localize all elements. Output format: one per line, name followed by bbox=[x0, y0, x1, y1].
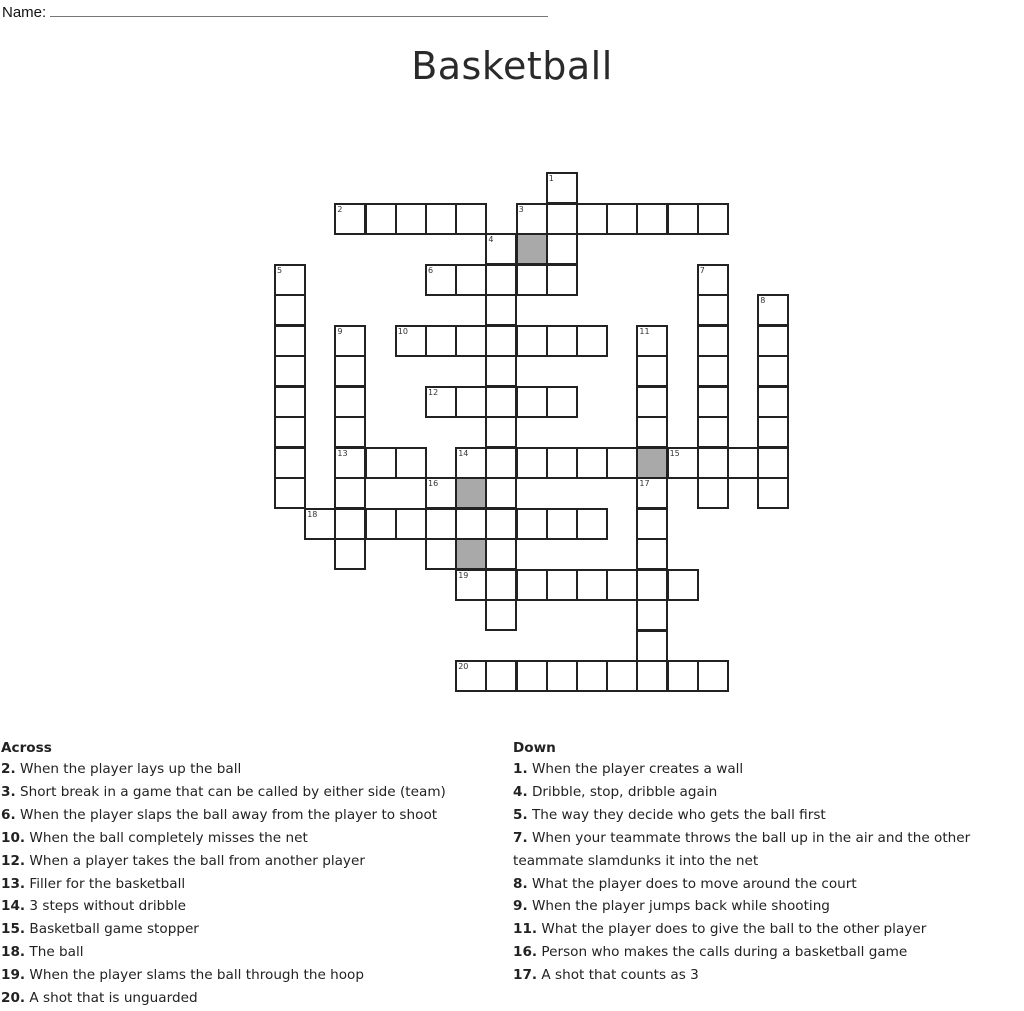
clue-number: 11. bbox=[513, 921, 538, 938]
clue-text: When the player jumps back while shooting bbox=[531, 898, 830, 915]
clue-number: 11 bbox=[639, 326, 650, 336]
across-clues bbox=[1, 738, 491, 1010]
clue-number: 14. bbox=[1, 898, 26, 915]
grid-cell[interactable] bbox=[697, 203, 729, 235]
grid-cell[interactable] bbox=[485, 538, 517, 570]
grid-cell[interactable] bbox=[274, 355, 306, 387]
grid-cell[interactable] bbox=[304, 508, 336, 540]
grid-cell[interactable] bbox=[636, 630, 668, 662]
grid-cell[interactable] bbox=[274, 264, 306, 296]
grid-cell[interactable] bbox=[485, 294, 517, 326]
clue-number: 20. bbox=[1, 990, 26, 1007]
grid-cell[interactable] bbox=[425, 325, 457, 357]
grid-cell[interactable] bbox=[636, 386, 668, 418]
grid-cell[interactable] bbox=[485, 477, 517, 509]
clue-number: 18 bbox=[307, 509, 318, 519]
grid-cell[interactable] bbox=[274, 294, 306, 326]
clue-text: Person who makes the calls during a basketball game bbox=[541, 944, 908, 961]
grid-cell[interactable] bbox=[576, 447, 608, 479]
clue-text: When a player takes the ball from another player bbox=[29, 852, 365, 869]
grid-cell[interactable] bbox=[697, 447, 729, 479]
clue-number: 8 bbox=[760, 296, 766, 305]
grid-cell[interactable] bbox=[636, 355, 668, 387]
grid-cell[interactable] bbox=[757, 386, 789, 418]
grid-cell[interactable] bbox=[697, 294, 729, 326]
clue-text: What the player does to move around the court bbox=[531, 875, 857, 892]
grid-cell[interactable] bbox=[395, 203, 427, 235]
clue-number: 10 bbox=[397, 326, 408, 336]
grid-cell[interactable] bbox=[455, 569, 487, 601]
clue-text: When the player creates a wall bbox=[531, 761, 744, 777]
grid-cell[interactable] bbox=[334, 386, 366, 418]
grid-cell[interactable] bbox=[697, 325, 729, 357]
clue-number: 17 bbox=[639, 479, 650, 488]
down-clues bbox=[513, 738, 1018, 987]
grid-cell[interactable] bbox=[274, 477, 306, 509]
grid-cell[interactable] bbox=[636, 660, 668, 692]
grid-cell[interactable] bbox=[546, 325, 578, 357]
grid-cell[interactable] bbox=[516, 447, 548, 479]
across-clue bbox=[1, 781, 491, 804]
grid-cell[interactable] bbox=[334, 416, 366, 448]
grid-cell[interactable] bbox=[485, 325, 517, 357]
grid-cell[interactable] bbox=[395, 447, 427, 479]
grid-cell[interactable] bbox=[606, 203, 638, 235]
name-field bbox=[2, 3, 548, 21]
grid-cell[interactable] bbox=[576, 203, 608, 235]
grid-cell[interactable] bbox=[636, 416, 668, 448]
grid-cell[interactable] bbox=[697, 477, 729, 509]
clue-number: 7 bbox=[699, 265, 705, 275]
across-clue bbox=[1, 895, 491, 918]
across-clue bbox=[1, 918, 491, 941]
across-clue bbox=[1, 987, 491, 1010]
grid-cell[interactable] bbox=[606, 569, 638, 601]
clue-text: 3 steps without dribble bbox=[29, 898, 187, 915]
grid-cell[interactable] bbox=[485, 264, 517, 296]
across-heading: Across bbox=[1, 740, 52, 756]
down-clue bbox=[513, 804, 1018, 827]
clue-number: 1. bbox=[513, 761, 528, 777]
clue-text: The ball bbox=[29, 944, 84, 961]
grid-cell[interactable] bbox=[395, 325, 427, 357]
across-clue bbox=[1, 964, 491, 987]
grid-cell[interactable] bbox=[757, 416, 789, 448]
clue-number: 14 bbox=[458, 448, 469, 458]
across-clue bbox=[1, 827, 491, 850]
grid-cell[interactable] bbox=[697, 264, 729, 296]
grid-cell[interactable] bbox=[546, 264, 578, 296]
grid-cell[interactable] bbox=[334, 508, 366, 540]
name-blank-line[interactable] bbox=[50, 3, 548, 17]
grid-cell[interactable] bbox=[667, 203, 699, 235]
grid-cell[interactable] bbox=[606, 447, 638, 479]
clue-text: Basketball game stopper bbox=[29, 921, 199, 938]
grid-cell[interactable] bbox=[546, 447, 578, 479]
clue-number: 17. bbox=[513, 967, 538, 984]
grid-cell[interactable] bbox=[546, 233, 578, 265]
grid-cell[interactable] bbox=[636, 477, 668, 509]
grid-cell[interactable] bbox=[365, 447, 397, 479]
down-clue bbox=[513, 758, 1018, 781]
grid-cell[interactable] bbox=[576, 660, 608, 692]
blocked-cell bbox=[455, 538, 487, 570]
grid-cell[interactable] bbox=[425, 203, 457, 235]
grid-cell[interactable] bbox=[485, 416, 517, 448]
grid-cell[interactable] bbox=[516, 508, 548, 540]
clue-number: 8. bbox=[513, 875, 528, 892]
grid-cell[interactable] bbox=[606, 660, 638, 692]
down-clue bbox=[513, 895, 1018, 918]
grid-cell[interactable] bbox=[365, 508, 397, 540]
grid-cell[interactable] bbox=[334, 477, 366, 509]
clue-number: 7. bbox=[513, 829, 528, 846]
grid-cell[interactable] bbox=[485, 660, 517, 692]
grid-cell[interactable] bbox=[757, 325, 789, 357]
clue-number: 19 bbox=[458, 570, 469, 580]
across-clue bbox=[1, 804, 491, 827]
clue-number: 10. bbox=[1, 829, 26, 846]
clue-number: 2. bbox=[1, 761, 16, 777]
across-clue bbox=[1, 758, 491, 781]
grid-cell[interactable] bbox=[455, 264, 487, 296]
grid-cell[interactable] bbox=[546, 569, 578, 601]
grid-cell[interactable] bbox=[425, 538, 457, 570]
grid-cell[interactable] bbox=[576, 569, 608, 601]
grid-cell[interactable] bbox=[546, 660, 578, 692]
grid-cell[interactable] bbox=[697, 416, 729, 448]
clue-text: A shot that is unguarded bbox=[29, 990, 198, 1007]
grid-cell[interactable] bbox=[546, 386, 578, 418]
grid-cell[interactable] bbox=[485, 569, 517, 601]
blocked-cell bbox=[516, 233, 548, 265]
grid-cell[interactable] bbox=[274, 325, 306, 357]
grid-cell[interactable] bbox=[516, 203, 548, 235]
clue-text: The way they decide who gets the ball first bbox=[531, 806, 826, 823]
across-clue bbox=[1, 873, 491, 896]
crossword-grid bbox=[275, 173, 785, 703]
grid-cell[interactable] bbox=[667, 447, 699, 479]
grid-cell[interactable] bbox=[425, 264, 457, 296]
clue-number: 2 bbox=[337, 204, 343, 214]
clue-number: 13 bbox=[337, 448, 348, 458]
clue-number: 4. bbox=[513, 783, 528, 800]
grid-cell[interactable] bbox=[546, 508, 578, 540]
grid-cell[interactable] bbox=[757, 355, 789, 387]
clue-text: When the player lays up the ball bbox=[19, 761, 242, 777]
grid-cell[interactable] bbox=[546, 203, 578, 235]
clue-number: 9 bbox=[337, 326, 343, 336]
clue-text: When the player slams the ball through the hoop bbox=[29, 967, 365, 984]
clue-text: Dribble, stop, dribble again bbox=[531, 783, 718, 800]
grid-cell[interactable] bbox=[455, 203, 487, 235]
grid-cell[interactable] bbox=[274, 386, 306, 418]
clue-number: 20 bbox=[458, 662, 469, 671]
grid-cell[interactable] bbox=[455, 325, 487, 357]
grid-cell[interactable] bbox=[636, 325, 668, 357]
grid-cell[interactable] bbox=[485, 233, 517, 265]
grid-cell[interactable] bbox=[455, 508, 487, 540]
grid-cell[interactable] bbox=[727, 447, 759, 479]
clue-number: 9. bbox=[513, 898, 528, 915]
down-heading: Down bbox=[513, 740, 556, 756]
clue-text: When your teammate throws the ball up in the air and the other teammate slamdunks it into the net bbox=[513, 829, 971, 869]
grid-cell[interactable] bbox=[425, 386, 457, 418]
clue-text: When the ball completely misses the net bbox=[29, 829, 308, 846]
clue-number: 16. bbox=[513, 944, 538, 961]
across-clue bbox=[1, 941, 491, 964]
clue-number: 5 bbox=[277, 265, 283, 275]
grid-cell[interactable] bbox=[485, 508, 517, 540]
grid-cell[interactable] bbox=[274, 447, 306, 479]
clue-number: 15. bbox=[1, 921, 26, 938]
grid-cell[interactable] bbox=[636, 569, 668, 601]
grid-cell[interactable] bbox=[757, 294, 789, 326]
grid-cell[interactable] bbox=[576, 325, 608, 357]
clue-text: Short break in a game that can be called by either side (team) bbox=[19, 783, 446, 800]
grid-cell[interactable] bbox=[667, 569, 699, 601]
grid-cell[interactable] bbox=[485, 599, 517, 631]
grid-cell[interactable] bbox=[516, 386, 548, 418]
grid-cell[interactable] bbox=[636, 508, 668, 540]
grid-cell[interactable] bbox=[334, 538, 366, 570]
grid-cell[interactable] bbox=[334, 325, 366, 357]
clue-number: 3 bbox=[518, 204, 524, 214]
grid-cell[interactable] bbox=[334, 355, 366, 387]
grid-cell[interactable] bbox=[425, 477, 457, 509]
grid-cell[interactable] bbox=[667, 660, 699, 692]
clue-text: Filler for the basketball bbox=[29, 875, 186, 892]
grid-cell[interactable] bbox=[516, 660, 548, 692]
grid-cell[interactable] bbox=[576, 508, 608, 540]
grid-cell[interactable] bbox=[455, 386, 487, 418]
down-clue bbox=[513, 873, 1018, 896]
grid-cell[interactable] bbox=[516, 569, 548, 601]
blocked-cell bbox=[636, 447, 668, 479]
down-clue bbox=[513, 964, 1018, 987]
grid-cell[interactable] bbox=[425, 508, 457, 540]
clue-text: When the player slaps the ball away from the player to shoot bbox=[19, 806, 438, 823]
clue-number: 12. bbox=[1, 852, 26, 869]
grid-cell[interactable] bbox=[757, 477, 789, 509]
clue-number: 6. bbox=[1, 806, 16, 823]
clue-number: 4 bbox=[488, 235, 494, 244]
clue-text: What the player does to give the ball to the other player bbox=[541, 921, 927, 938]
clue-number: 16 bbox=[428, 479, 439, 488]
clue-number: 18. bbox=[1, 944, 26, 961]
grid-cell[interactable] bbox=[697, 386, 729, 418]
grid-cell[interactable] bbox=[636, 538, 668, 570]
clue-number: 1 bbox=[548, 174, 554, 183]
grid-cell[interactable] bbox=[455, 660, 487, 692]
clue-text: A shot that counts as 3 bbox=[541, 967, 699, 984]
grid-cell[interactable] bbox=[395, 508, 427, 540]
down-clue bbox=[513, 941, 1018, 964]
down-clue bbox=[513, 918, 1018, 941]
grid-cell[interactable] bbox=[516, 264, 548, 296]
grid-cell[interactable] bbox=[697, 355, 729, 387]
across-clue bbox=[1, 850, 491, 873]
clue-number: 19. bbox=[1, 967, 26, 984]
grid-cell[interactable] bbox=[485, 447, 517, 479]
grid-cell[interactable] bbox=[636, 203, 668, 235]
grid-cell[interactable] bbox=[757, 447, 789, 479]
grid-cell[interactable] bbox=[455, 447, 487, 479]
down-clue bbox=[513, 827, 1018, 873]
down-clue bbox=[513, 781, 1018, 804]
grid-cell[interactable] bbox=[636, 599, 668, 631]
clue-number: 13. bbox=[1, 875, 26, 892]
grid-cell[interactable] bbox=[334, 447, 366, 479]
grid-cell[interactable] bbox=[365, 203, 397, 235]
clue-number: 5. bbox=[513, 806, 528, 823]
clue-number: 12 bbox=[428, 387, 439, 397]
grid-cell[interactable] bbox=[485, 386, 517, 418]
clue-number: 6 bbox=[428, 265, 434, 275]
grid-cell[interactable] bbox=[485, 355, 517, 387]
grid-cell[interactable] bbox=[546, 172, 578, 204]
puzzle-title: Basketball bbox=[411, 44, 613, 88]
blocked-cell bbox=[455, 477, 487, 509]
grid-cell[interactable] bbox=[516, 325, 548, 357]
grid-cell[interactable] bbox=[274, 416, 306, 448]
name-label: Name: bbox=[2, 4, 47, 21]
clue-number: 3. bbox=[1, 783, 16, 800]
clue-number: 15 bbox=[669, 448, 680, 458]
grid-cell[interactable] bbox=[334, 203, 366, 235]
grid-cell[interactable] bbox=[697, 660, 729, 692]
